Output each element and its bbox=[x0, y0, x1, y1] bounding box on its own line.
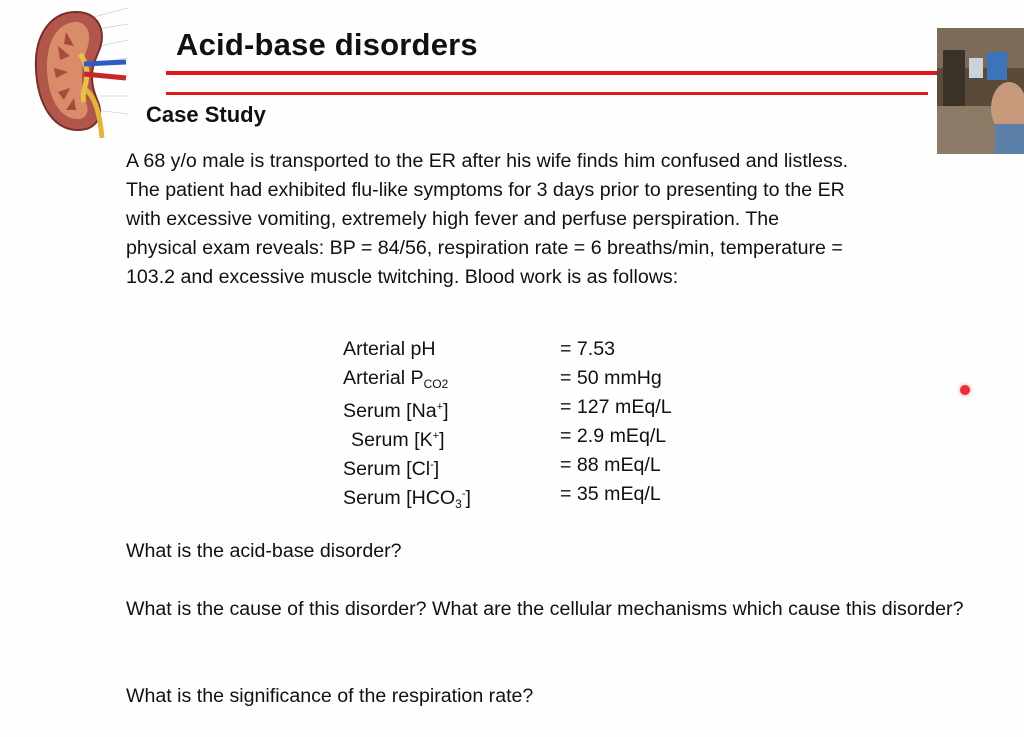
lab-value: = 7.53 bbox=[560, 338, 616, 360]
case-line: physical exam reveals: BP = 84/56, respiration rate = 6 breaths/min, temperature = bbox=[126, 237, 843, 259]
lab-value: = 35 mEq/L bbox=[560, 483, 661, 505]
lab-name: Arterial $P_{CO2}$ bbox=[343, 367, 449, 391]
question-3: What is the significance of the respiration rate? bbox=[126, 685, 534, 707]
lab-name: Serum $[HCO_3^-]$ bbox=[343, 487, 471, 511]
presenter-webcam-icon bbox=[937, 28, 1024, 154]
lab-name: Serum [K+] bbox=[351, 429, 445, 451]
lab-value: = 50 mmHg bbox=[560, 367, 662, 389]
laser-pointer-icon bbox=[960, 385, 970, 395]
lab-name: Serum [Na+] bbox=[343, 400, 449, 422]
question-2: What is the cause of this disorder? What are the cellular mechanisms which cause this disorder? bbox=[126, 598, 964, 620]
lab-name: Serum [Cl-] bbox=[343, 458, 440, 480]
case-line: The patient had exhibited flu-like symptoms for 3 days prior to presenting to the ER bbox=[126, 179, 845, 201]
slide-subtitle: Case Study bbox=[146, 102, 266, 127]
slide-title: Acid-base disorders bbox=[176, 27, 478, 62]
lab-value: = 88 mEq/L bbox=[560, 454, 661, 476]
kidney-icon bbox=[30, 6, 130, 138]
lab-value: = 127 mEq/L bbox=[560, 396, 672, 418]
case-line: A 68 y/o male is transported to the ER after his wife finds him confused and listless. bbox=[126, 150, 849, 172]
case-line: with excessive vomiting, extremely high fever and perfuse perspiration. The bbox=[126, 208, 780, 230]
lab-value: = 2.9 mEq/L bbox=[560, 425, 667, 447]
title-rule-bottom bbox=[166, 92, 928, 95]
title-rule-top bbox=[166, 71, 946, 75]
question-1: What is the acid-base disorder? bbox=[126, 540, 402, 562]
case-line: 103.2 and excessive muscle twitching. Blood work is as follows: bbox=[126, 266, 679, 288]
case-description bbox=[126, 147, 1018, 292]
lab-name: Arterial pH bbox=[343, 338, 436, 360]
